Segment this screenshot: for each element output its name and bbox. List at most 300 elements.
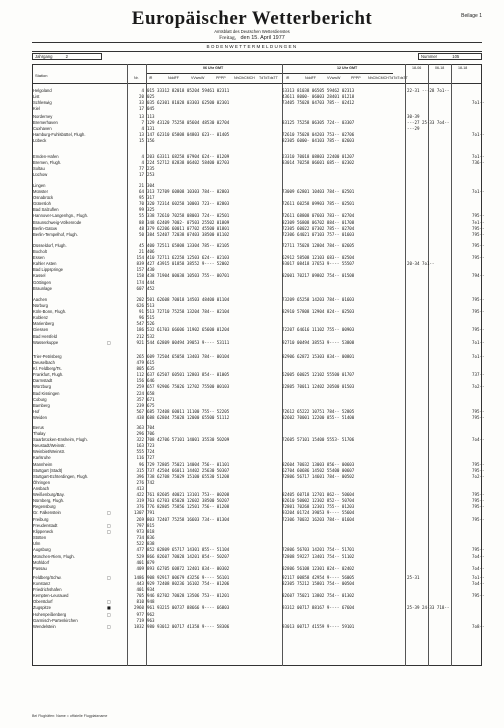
col-b-header: 06-18 <box>435 66 445 70</box>
station-name: Berlin-Tempelhof, Flugh. <box>33 231 78 237</box>
sub-label: TdTdTdsTT <box>259 76 278 80</box>
mountain-station-icon: □ <box>107 611 111 617</box>
station-number: 15 <box>139 138 144 144</box>
obs-06-code: 866 82607 70028 14201 854-- 50207 <box>147 553 230 559</box>
section-title: BODENWETTERMELDUNGEN <box>206 44 298 49</box>
station-number: 376 <box>136 504 144 510</box>
station-number: 422 <box>136 492 144 498</box>
station-number: 547 <box>136 321 144 327</box>
remarks-code: 795-- <box>472 225 485 231</box>
remarks-code: 7o4-- <box>472 437 485 443</box>
station-name: Osnabrück <box>33 195 54 201</box>
sub-label: VVwwW <box>191 76 205 80</box>
remarks-code: 794-- <box>472 273 485 279</box>
station-name: Münster <box>33 189 48 195</box>
station-name: Wendelstein <box>33 623 56 629</box>
remarks-code: 795-- <box>472 243 485 248</box>
remarks-code: 795-- <box>472 593 485 599</box>
station-number: 973 <box>136 529 144 535</box>
obs-12-code: 73209 65258 14203 784-- 01603 <box>282 297 355 302</box>
obs-06-code: 729 72805 75021 14004 756-- 01101 <box>147 461 230 467</box>
obs-06-code: 544 62809 00494 39053 9---- 53111 <box>147 339 230 345</box>
station-number: 4 <box>141 160 144 166</box>
obs-06-code: 532 61703 66606 11902 65600 01204 <box>147 327 230 333</box>
station-name: Bad Kissingen <box>33 390 60 396</box>
station-number: 20 <box>139 94 144 100</box>
obs-12-code: 73009 62801 10403 784-- 02501 <box>282 189 355 195</box>
col-c-header: 18-18 <box>458 66 468 70</box>
station-number: 522 <box>136 541 144 547</box>
obs-12-code: 72808 59227 13401 754-- 51102 <box>282 553 355 559</box>
station-group <box>32 517 485 572</box>
station-name: Norderney <box>33 114 53 119</box>
station-name: Braunschweig-Völkenrode <box>33 219 82 225</box>
station-number: 438 <box>136 414 144 420</box>
obs-06-code: 501 62608 70018 14503 48400 01104 <box>147 297 230 302</box>
obs-12-code: 72612 65222 10751 784-- 52805 <box>282 408 355 414</box>
station-number: 186 <box>136 327 144 333</box>
mountain-station-icon: □ <box>107 623 111 629</box>
station-number: 555 <box>136 449 144 455</box>
station-name: Bamberg <box>33 402 50 408</box>
obs-06-code: 129 43120 75258 05604 48530 02704 <box>147 120 230 126</box>
obs-12-code: 53313 81038 06505 59462 02313 <box>282 88 355 93</box>
station-number: 157 <box>136 267 144 273</box>
station-number: 1832 <box>134 623 144 629</box>
obs-06-code: 961 93215 00737 88666 9---- 66803 <box>147 605 230 611</box>
obs-06-code: 147 62310 65808 04803 623-- 01405 <box>147 132 230 138</box>
station-name: Passau <box>33 565 47 571</box>
obs-12-code: 72806 56703 14201 754-- 51701 <box>282 547 355 553</box>
station-name: Cuxhaven <box>33 126 52 132</box>
obs-12-code: 52005 60025 12102 55500 01707 <box>282 372 355 378</box>
obs-06-code: 410 72711 62258 12503 624-- 02103 <box>147 255 230 261</box>
station-number: 977 <box>136 611 144 617</box>
station-number: 269 <box>136 517 144 522</box>
station-name: Stötten <box>33 535 47 541</box>
station-number: 477 <box>136 547 144 553</box>
station-number: 99 <box>139 207 144 213</box>
station-name: Schleswig <box>33 100 52 106</box>
obs-12-code: 72605 57101 15400 5553- 51706 <box>282 437 355 443</box>
station-name: Lingen <box>33 183 46 188</box>
station-number: 2960 <box>134 605 144 611</box>
obs-06-code: 688 62804 75028 12000 65500 51112 <box>147 414 230 420</box>
obs-06-code: 708 42706 57101 14001 35530 50209 <box>147 437 230 443</box>
obs-06-code: 893 62705 60872 12401 834-- 00302 <box>147 565 230 571</box>
station-number: 607 <box>136 285 144 291</box>
station-column-header: Station <box>35 73 48 78</box>
obs-12-code: 82305 75212 15801 754-- 00504 <box>282 581 355 587</box>
obs-06-code: 737 42504 66011 14402 25630 50307 <box>147 467 230 473</box>
obs-12-code: 73405 75028 04703 785-- 02412 <box>282 100 355 106</box>
station-name: Klippeneck <box>33 529 54 535</box>
station-number: 112 <box>136 372 144 378</box>
obs-06-code: 763 62703 65028 12602 38500 50207 <box>147 498 230 504</box>
col-a-header: 18-06 <box>412 66 422 70</box>
station-name: Düsseldorf, Flugh. <box>33 243 67 248</box>
obs-06-code: 658 <box>147 390 155 396</box>
station-name: Weinbiet/Weinstr. <box>33 449 66 455</box>
obs-06-code: 929 72408 80236 16102 754-- 01206 <box>147 581 230 587</box>
table-row <box>32 565 485 572</box>
obs-12-code: 62704 60686 14502 55400 00607 <box>282 467 355 473</box>
obs-12-code: 72611 60258 09903 785-- 02501 <box>282 201 355 207</box>
obs-06-code: 657 92906 75026 12702 75500 00103 <box>147 384 230 390</box>
table-row <box>32 339 485 346</box>
obs-06-code: 635 <box>147 366 155 372</box>
station-number: 567 <box>136 408 144 414</box>
remarks-code: 7o8-- <box>472 623 485 629</box>
station-name: Karlsruhe <box>33 455 51 461</box>
station-name: Deuselbach <box>33 360 55 366</box>
obs-06-code: 761 82605 40021 13101 753-- 00208 <box>147 492 230 498</box>
obs-06-code: 438 71904 00038 10503 755-- 00701 <box>147 273 230 279</box>
station-number: 7 <box>141 120 144 126</box>
station-name: Stuttgart (Stadt) <box>33 467 63 473</box>
obs-12-code: 83125 75258 06305 724-- 03307 <box>282 120 355 126</box>
station-name: Stuttgart-Echterdingen, Flugh. <box>33 473 89 479</box>
obs-06-code: 313 72709 60808 10303 784-- 02803 <box>147 189 230 195</box>
obs-12-code: 72305 60022 07302 785-- 02704 <box>282 225 355 231</box>
station-number: 158 <box>136 273 144 279</box>
remarks-code: 795-- <box>472 547 485 553</box>
station-number: 163 <box>136 443 144 449</box>
obs-06-code: 532 <box>147 333 155 339</box>
obs-12-code: 82806 56108 12301 824-- 02402 <box>282 565 355 571</box>
mountain-station-icon: □ <box>107 523 111 529</box>
obs-06-code: 685 72408 60011 11100 755-- 52205 <box>147 408 230 414</box>
obs-06-code: 818 <box>147 529 155 535</box>
station-name: Marienberg <box>33 321 54 327</box>
obs-06-code: 131 <box>147 126 155 132</box>
station-name: Weiden <box>33 414 47 420</box>
station-name: Kempten-Leuraued <box>33 593 69 599</box>
station-name: Bad Lippspringe <box>33 267 63 273</box>
station-name: Kiel <box>33 106 40 112</box>
obs-06-code: 035 62301 81028 03303 62500 02301 <box>147 100 230 106</box>
obs-12-code: 93017 08418 37653 9---- 55507 <box>282 261 355 267</box>
remarks-code: 795-- <box>472 492 485 498</box>
supplement-label: Beilage 1 <box>461 13 482 19</box>
station-name: Zugspitze <box>33 605 51 611</box>
station-number: 315 <box>136 467 144 473</box>
remarks-code: 7o4-- <box>472 581 485 587</box>
obs-12-code: 93013 00717 41559 9---- 59101 <box>282 623 355 629</box>
station-name: Hamburg-Fuhlsbüttel, Flugh. <box>33 132 86 138</box>
remarks-code: 795-- <box>472 255 485 261</box>
station-name: Ansbach <box>33 485 50 491</box>
obs-06-code: 742 <box>147 479 155 485</box>
remarks-code: 7o1-- <box>472 100 485 106</box>
obs-12-code: 82305 6000- 04103 785-- 02603 <box>282 138 355 144</box>
divider <box>32 42 482 43</box>
obs-06-code: 224 52712 82838 06402 58400 02703 <box>147 160 230 166</box>
obs-12-code: 93204 01724 39053 9---- 55604 <box>282 510 355 516</box>
obs-06-code: 325 <box>147 207 155 213</box>
volume-box <box>32 53 102 60</box>
station-number: 91 <box>139 309 144 315</box>
station-number: 4 <box>141 154 144 159</box>
extra-values: ---29 <box>407 126 420 132</box>
station-number: 96 <box>139 461 144 467</box>
station-number: 156 <box>136 378 144 384</box>
station-group <box>32 575 485 630</box>
station-name: Wasserkuppe <box>33 339 59 345</box>
station-name: Feldberg/Schw. <box>33 575 62 580</box>
extra-values: ---27 25-33 7o4-- <box>407 120 450 126</box>
remarks-code: 7o1-- <box>472 132 485 138</box>
obs-12-code: 82405 60718 12701 862-- 50604 <box>282 492 355 498</box>
station-name: Helgoland <box>33 88 52 93</box>
station-number: 116 <box>136 455 144 461</box>
obs-06-code: 348 62409 7002- 07503 25502 01809 <box>147 219 230 225</box>
station-number: 797 <box>136 523 144 529</box>
station-number: 921 <box>136 339 144 345</box>
obs-06-code: 723 <box>147 443 155 449</box>
station-name: Berlin-Gatow <box>33 225 57 231</box>
station-number: 363 <box>136 425 144 430</box>
station-name: München-Riem, Flugh. <box>33 553 75 559</box>
issue-number-value: 105 <box>452 54 460 59</box>
station-number: 734 <box>136 535 144 541</box>
table-row <box>32 414 485 421</box>
obs-12-code: 82910 57808 12904 824-- 02503 <box>282 309 355 315</box>
station-name: Ulm <box>33 541 41 547</box>
station-name: Nürburg <box>33 303 48 309</box>
station-number: 21 <box>139 249 144 255</box>
remarks-code: 7o2-- <box>472 473 485 479</box>
station-number: 322 <box>136 437 144 443</box>
station-name: Mühldorf <box>33 559 50 565</box>
station-number: 239 <box>136 402 144 408</box>
remarks-code: 7o1-- <box>472 189 485 195</box>
station-name: List <box>33 94 40 100</box>
remarks-code: 795-- <box>472 461 485 467</box>
station-number: 13 <box>139 114 144 119</box>
obs-12-code: 82906 62872 15303 834-- 00801 <box>282 354 355 359</box>
station-name: Neustadt/Weinstr. <box>33 443 66 449</box>
obs-12-code: 72306 70032 16203 784-- 01604 <box>282 517 355 522</box>
remarks-code: 7o1-- <box>472 575 485 580</box>
mountain-station-icon: ■ <box>107 605 111 611</box>
obs-06-code: 513 <box>147 303 155 309</box>
obs-06-code: 384 52407 72038 07403 38500 01102 <box>147 231 230 237</box>
station-number: 296 <box>136 431 144 437</box>
station-name: Frankfurt, Flugh. <box>33 372 64 378</box>
obs-06-code: 452 <box>147 285 155 291</box>
sub-label: NddFF <box>305 76 316 80</box>
sub-label: PPPP <box>351 76 361 80</box>
obs-12-code: 72711 75028 12804 784-- 02605 <box>282 243 355 248</box>
extra-values: 30-39 <box>407 114 420 119</box>
obs-12-code: 82610 50002 12302 852-- 50704 <box>282 498 355 504</box>
station-name: Gr. Falkenstein <box>33 510 61 516</box>
remarks-code: 7o1-- <box>472 154 485 159</box>
station-name: Mannheim <box>33 461 53 467</box>
station-number: 154 <box>136 255 144 261</box>
station-name: Bocholt <box>33 249 47 255</box>
obs-06-code: 908 92917 00679 43256 9---- 56101 <box>147 575 230 580</box>
obs-06-code: 671 <box>147 396 155 402</box>
remarks-code: 795-- <box>472 309 485 315</box>
obs-12-code: 82001 70217 09802 754-- 01508 <box>282 273 355 279</box>
station-name: Hof <box>33 408 40 414</box>
footnote: Bei Flughäfen: Name = offizielle Flugplatzname <box>32 714 108 718</box>
remarks-code: 795-- <box>472 231 485 237</box>
remarks-code: 7o4-- <box>472 553 485 559</box>
extra-values: 25-31 <box>407 575 420 580</box>
station-number: 357 <box>136 396 144 402</box>
station-name: Bad Salzuflen <box>33 207 59 213</box>
station-name: Friedrichshafen <box>33 587 62 593</box>
obs-06-code: 045 <box>147 106 155 112</box>
obs-06-code: 615 <box>147 360 155 366</box>
obs-06-code: 513 72710 75258 13204 784-- 02104 <box>147 309 230 315</box>
station-number: 17 <box>139 172 144 178</box>
remarks-code: 795-- <box>472 467 485 473</box>
obs-12-code: 23310 70018 08803 22400 01207 <box>282 154 355 159</box>
obs-06-code: 879 <box>147 559 155 565</box>
extra-values: 25-39 24-33 718-- <box>407 605 450 611</box>
station-number: 96 <box>139 315 144 321</box>
obs-06-code: 400 72511 65808 13304 785-- 02105 <box>147 243 230 248</box>
station-name: Saarbrücken-Ensheim, Flugh. <box>33 437 88 443</box>
station-number: 212 <box>136 333 144 339</box>
station-number: 95 <box>139 195 144 201</box>
obs-06-code: 836 <box>147 535 155 541</box>
station-number: 50 <box>139 231 144 237</box>
obs-06-code: 815 <box>147 523 155 529</box>
sub-label: NddFF <box>168 76 179 80</box>
obs-06-code: 235 <box>147 166 155 172</box>
obs-12-code: 43611 8000- 06003 28401 01218 <box>282 94 355 100</box>
obs-12-code: 82602 70001 12200 855-- 51400 <box>282 414 355 420</box>
station-name: Weißenburg/Bay. <box>33 492 65 498</box>
station-name: Göttingen <box>33 279 51 285</box>
remarks-code: 795-- <box>472 327 485 333</box>
obs-06-code: 444 <box>147 279 155 285</box>
obs-12-code: 62912 58508 12103 683-- 02504 <box>282 255 355 261</box>
obs-06-code: 427 43915 01858 38552 9---- 52002 <box>147 261 230 267</box>
station-name: Öhringen <box>33 479 51 485</box>
obs-06-code: 304 <box>147 183 155 188</box>
date-prefix: Freitag, <box>219 35 237 41</box>
report-title: Europäischer Wetterbericht <box>131 8 373 29</box>
station-number: 409 <box>136 565 144 571</box>
station-name: Aachen <box>33 297 48 302</box>
station-name: Bremerhaven <box>33 120 58 126</box>
sub-label: iR <box>286 76 290 80</box>
obs-06-code: 203 63311 68258 07904 624-- 01209 <box>147 154 230 159</box>
date-value: den 15. April 1977 <box>240 35 285 41</box>
station-number: 319 <box>136 498 144 504</box>
table-row <box>32 623 485 630</box>
mountain-station-icon: □ <box>107 510 111 516</box>
station-name: Berus <box>33 425 44 430</box>
volume-label: Jahrgang <box>35 54 53 59</box>
remarks-code: 795-- <box>472 498 485 504</box>
station-name: Soltau <box>33 166 45 172</box>
station-number: 443 <box>136 581 144 587</box>
station-number: 21 <box>139 183 144 188</box>
obs-06-code: 675 <box>147 402 155 408</box>
mountain-station-icon: □ <box>107 529 111 535</box>
table-header <box>32 64 482 84</box>
station-number: 265 <box>136 354 144 359</box>
station-number: 810 <box>136 599 144 605</box>
station-name: Regensburg <box>33 504 56 510</box>
obs-06-header: 06 Uhr GMT <box>203 66 224 70</box>
station-group <box>32 88 485 112</box>
station-number: 1307 <box>134 510 144 516</box>
mountain-station-icon: □ <box>107 599 111 605</box>
mountain-station-icon: □ <box>107 339 111 345</box>
volume-value: 2 <box>65 54 68 59</box>
obs-12-code: 93312 00717 88167 9---- 67604 <box>282 605 355 611</box>
remarks-code: 795-- <box>472 408 485 414</box>
station-name: Essen <box>33 255 45 261</box>
obs-12-code: 72611 68808 07603 783-- 02704 <box>282 213 355 219</box>
station-number: 202 <box>136 297 144 302</box>
obs-06-code: 803 72407 75258 16603 734-- 01304 <box>147 517 230 522</box>
obs-06-code: 948 <box>147 599 155 605</box>
station-number: 705 <box>136 593 144 599</box>
obs-06-code: 609 72504 65058 13403 784-- 00104 <box>147 354 230 359</box>
station-number: 174 <box>136 279 144 285</box>
obs-12-code: 72806 56717 14601 784-- 00502 <box>282 473 355 479</box>
obs-06-code: 320 72314 60258 10003 723-- 02803 <box>147 201 230 207</box>
obs-06-code: 791 <box>147 510 155 516</box>
remarks-code: 795-- <box>472 414 485 420</box>
obs-06-code: 727 <box>147 455 155 461</box>
obs-06-code: 113 <box>147 114 155 119</box>
station-name: Freudenstadt <box>33 523 58 529</box>
station-name: Kassel <box>33 273 46 279</box>
issue-number-box <box>418 53 482 60</box>
station-number: 64 <box>139 189 144 195</box>
station-number: 4 <box>141 126 144 132</box>
station-number: 70 <box>139 201 144 207</box>
obs-12-code: 92710 00494 38553 9---- 53808 <box>282 339 355 345</box>
extra-values: 22-31 ---28 7o1-- <box>407 88 450 93</box>
station-number: 48 <box>139 225 144 231</box>
station-name: Darmstadt <box>33 378 53 384</box>
station-name: Coburg <box>33 396 47 402</box>
obs-06-code: 963 <box>147 617 155 623</box>
obs-06-code: 156 <box>147 138 155 144</box>
station-number: 719 <box>136 617 144 623</box>
station-name: Augsburg <box>33 547 51 553</box>
obs-12-header: 12 Uhr GMT <box>337 66 358 70</box>
station-name: Köln-Bonn, Flugh. <box>33 309 67 315</box>
remarks-code: 795-- <box>472 517 485 522</box>
obs-12-code: 72610 75028 04203 753-- 02706 <box>282 132 355 138</box>
station-group <box>32 354 485 421</box>
obs-12-code: 83014 70258 06601 685-- 02302 <box>282 160 355 166</box>
station-number: 45 <box>139 243 144 248</box>
station-group <box>32 243 485 292</box>
station-number: 1486 <box>134 575 144 580</box>
station-number: 626 <box>136 303 144 309</box>
remarks-code: 7o4-- <box>472 565 485 571</box>
station-number: 77 <box>139 166 144 172</box>
obs-06-code: 838 <box>147 541 155 547</box>
station-name: Kahler Asten <box>33 261 57 267</box>
remarks-code: 736-- <box>472 160 485 166</box>
table-row <box>32 510 482 516</box>
station-number: 13 <box>139 132 144 138</box>
